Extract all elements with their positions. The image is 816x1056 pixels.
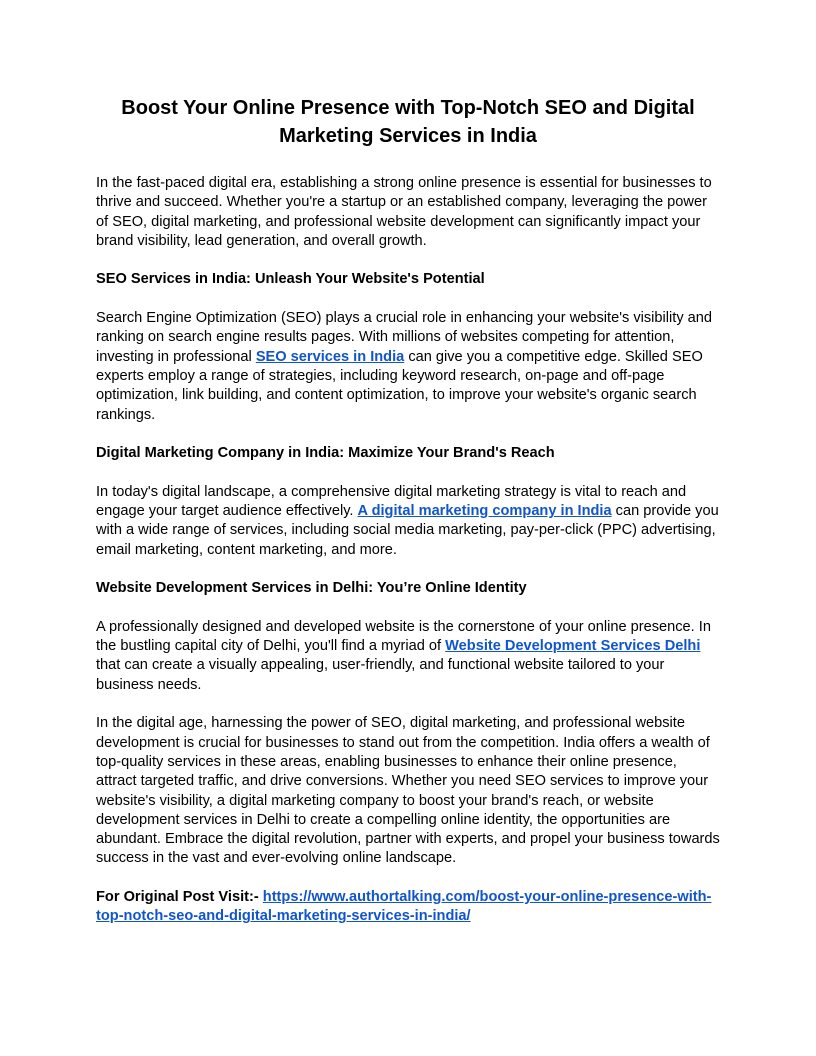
original-post-label: For Original Post Visit:- — [96, 888, 263, 905]
digital-marketing-link[interactable]: A digital marketing company in India — [357, 503, 612, 520]
original-post-link[interactable]: https://www.authortalking.com/boost-your-online-presence-with-top-notch-seo-and-digital-marketing-services-in-india/ — [96, 888, 712, 925]
digital-section-heading: Digital Marketing Company in India: Maximize Your Brand's Reach — [96, 445, 555, 462]
seo-section-paragraph — [96, 309, 720, 425]
seo-section-heading: SEO Services in India: Unleash Your Website's Potential — [96, 271, 485, 288]
document-page — [96, 94, 720, 946]
web-text-before: A professionally designed and developed website is the cornerstone of your online presence. In the bustling capital city of Delhi, you'll find a myriad of — [96, 618, 711, 655]
website-development-link[interactable]: Website Development Services Delhi — [445, 638, 701, 655]
intro-paragraph: In the fast-paced digital era, establishing a strong online presence is essential for businesses to thrive and succeed. Whether you're a startup or an established company, leveraging the power of SEO, digital marketing, and professional website development can significantly impact your brand visibility, lead generation, and overall growth. — [96, 175, 712, 249]
digital-text-after: can provide you with a wide range of services, including social media marketing, pay-per-click (PPC) advertising, email marketing, content marketing, and more. — [96, 503, 719, 558]
web-section-paragraph — [96, 618, 720, 695]
original-post-footer — [96, 888, 720, 927]
web-section-heading: Website Development Services in Delhi: You’re Online Identity — [96, 580, 527, 597]
seo-services-link[interactable]: SEO services in India — [255, 348, 405, 365]
conclusion-paragraph: In the digital age, harnessing the power of SEO, digital marketing, and professional website development is crucial for businesses to stand out from the competition. India offers a wealth of top-quality services in these areas, enabling businesses to enhance their online presence, attract targeted traffic, and drive conversions. Whether you need SEO services to improve your website's visibility, a digital marketing company to boost your brand's reach, or website development services in Delhi to create a compelling online identity, the opportunities are abundant. Embrace the digital revolution, partner with experts, and propel your business towards success in the vast and ever-evolving online landscape. — [96, 715, 720, 867]
digital-text-before: In today's digital landscape, a comprehensive digital marketing strategy is vital to reach and engage your target audience effectively. — [96, 483, 687, 520]
web-text-after: that can create a visually appealing, user-friendly, and functional website tailored to your business needs. — [96, 657, 665, 693]
digital-section-paragraph — [96, 483, 720, 560]
seo-text-after: can give you a competitive edge. Skilled SEO experts employ a range of strategies, including keyword research, on-page and off-page optimization, link building, and content optimization, to improve your website's organic search rankings. — [96, 348, 703, 423]
page-title: Boost Your Online Presence with Top-Notch SEO and Digital Marketing Services in India — [121, 97, 695, 147]
seo-text-before: Search Engine Optimization (SEO) plays a crucial role in enhancing your website's visibility and ranking on search engine results pages. With millions of websites competing for attention, investing in professional — [96, 310, 713, 365]
